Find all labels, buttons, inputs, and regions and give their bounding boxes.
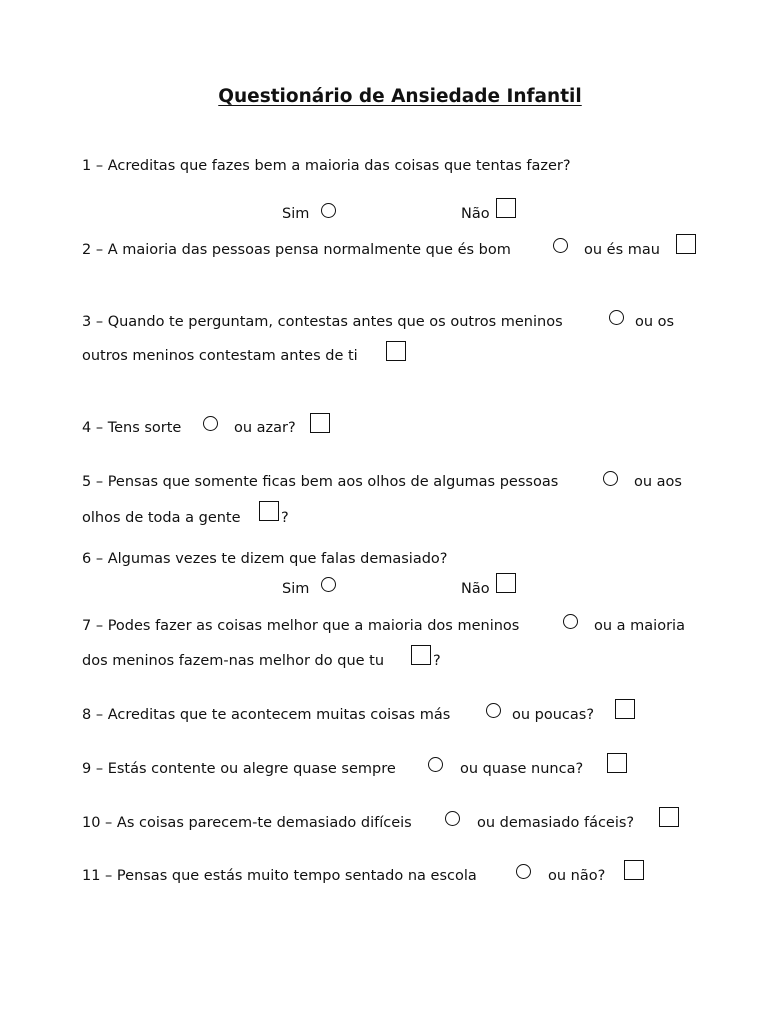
question-9-option-a-circle[interactable] [428,757,443,772]
question-2-text: 2 – A maioria das pessoas pensa normalmente que és bom [82,242,511,258]
question-8-alt-text: ou poucas? [512,707,595,723]
question-11-text: 11 – Pensas que estás muito tempo sentado na escola [82,868,477,884]
question-11-alt-text: ou não? [548,868,606,884]
question-5-text: 5 – Pensas que somente ficas bem aos olhos de algumas pessoas [82,474,559,490]
question-2-alt-text: ou és mau [584,242,660,258]
question-5-question-mark: ? [281,510,289,526]
question-4-option-a-circle[interactable] [203,416,218,431]
question-3-option-b-checkbox[interactable] [386,341,406,361]
question-2-option-b-checkbox[interactable] [676,234,696,254]
question-9-alt-text: ou quase nunca? [460,761,584,777]
question-7-option-b-checkbox[interactable] [411,645,431,665]
question-6-yes-circle[interactable] [321,577,336,592]
question-4-alt-text: ou azar? [234,420,296,436]
question-4-text: 4 – Tens sorte [82,420,182,436]
question-3-text: 3 – Quando te perguntam, contestas antes que os outros meninos [82,314,563,330]
question-8-text: 8 – Acreditas que te acontecem muitas coisas más [82,707,451,723]
question-3-text-line2: outros meninos contestam antes de ti [82,348,358,364]
question-1-yes-label: Sim [282,206,310,222]
question-10-option-a-circle[interactable] [445,811,460,826]
question-10-alt-text: ou demasiado fáceis? [477,815,635,831]
question-10-option-b-checkbox[interactable] [659,807,679,827]
question-1-no-label: Não [461,206,490,222]
question-4-option-b-checkbox[interactable] [310,413,330,433]
question-10-text: 10 – As coisas parecem-te demasiado difíceis [82,815,412,831]
question-5-option-a-circle[interactable] [603,471,618,486]
question-1-text: 1 – Acreditas que fazes bem a maioria das coisas que tentas fazer? [82,158,571,174]
question-3-alt-text: ou os [635,314,675,330]
question-1-no-checkbox[interactable] [496,198,516,218]
question-7-text-line2: dos meninos fazem-nas melhor do que tu [82,653,385,669]
question-7-text: 7 – Podes fazer as coisas melhor que a maioria dos meninos [82,618,520,634]
question-9-option-b-checkbox[interactable] [607,753,627,773]
question-3-option-a-circle[interactable] [609,310,624,325]
question-6-text: 6 – Algumas vezes te dizem que falas demasiado? [82,551,448,567]
question-6-no-label: Não [461,581,490,597]
question-7-question-mark: ? [433,653,441,669]
question-7-option-a-circle[interactable] [563,614,578,629]
question-1-yes-circle[interactable] [321,203,336,218]
question-8-option-a-circle[interactable] [486,703,501,718]
question-7-alt-text: ou a maioria [594,618,685,634]
question-2-option-a-circle[interactable] [553,238,568,253]
question-11-option-b-checkbox[interactable] [624,860,644,880]
question-6-yes-label: Sim [282,581,310,597]
question-8-option-b-checkbox[interactable] [615,699,635,719]
question-5-option-b-checkbox[interactable] [259,501,279,521]
question-5-text-line2: olhos de toda a gente [82,510,241,526]
question-5-alt-text: ou aos [634,474,682,490]
page-title: Questionário de Ansiedade Infantil [218,86,582,107]
question-9-text: 9 – Estás contente ou alegre quase sempre [82,761,396,777]
question-11-option-a-circle[interactable] [516,864,531,879]
question-6-no-checkbox[interactable] [496,573,516,593]
